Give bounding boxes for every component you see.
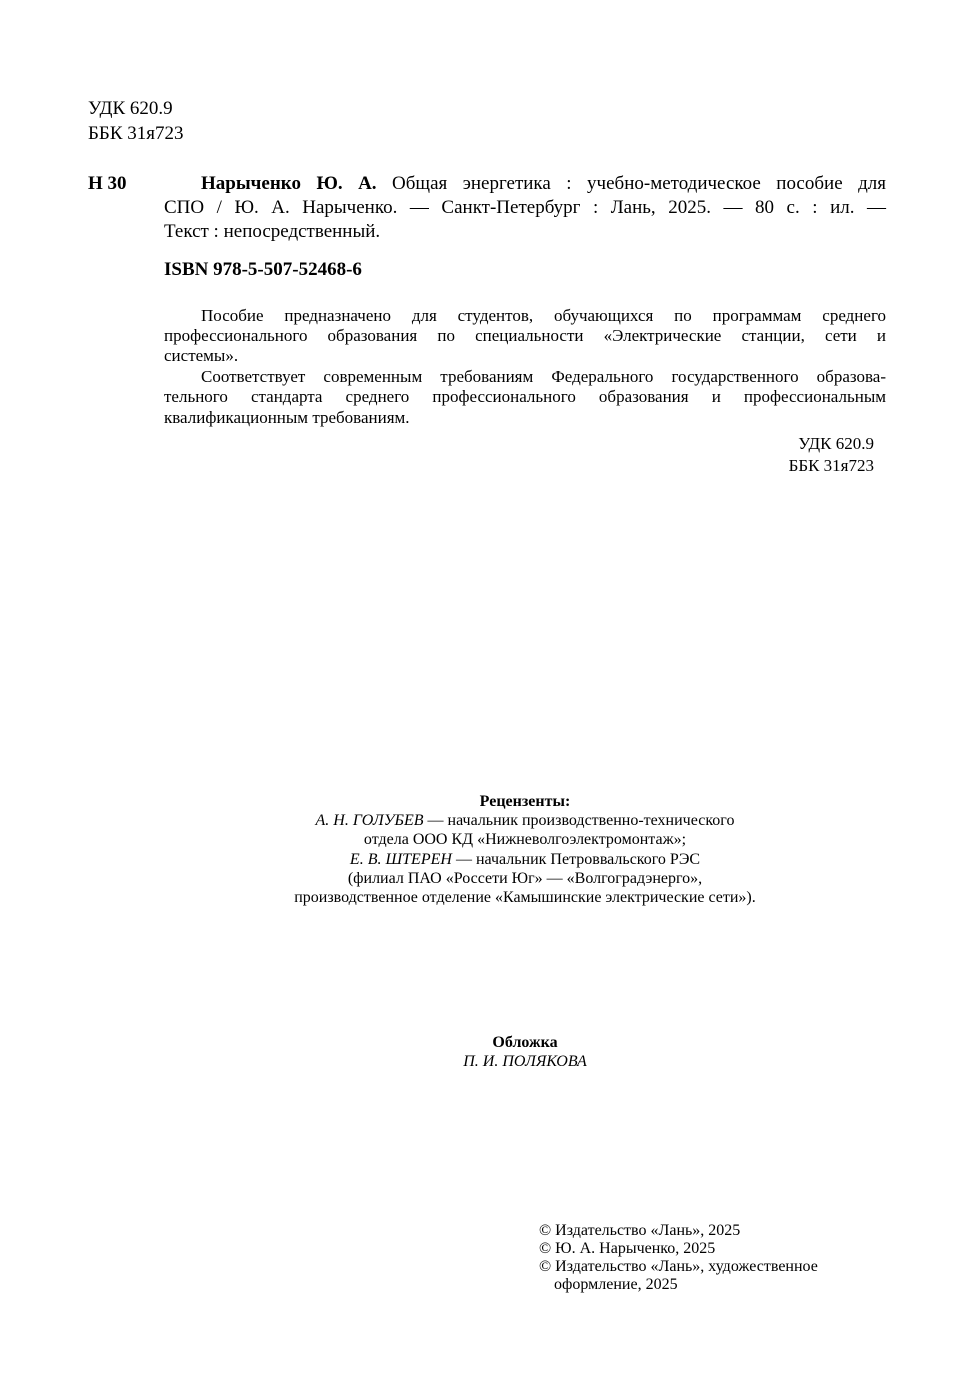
catalog-code: Н 30	[88, 173, 127, 194]
reviewer-2-role: — начальник Петроввальского РЭС	[451, 851, 701, 868]
annotation-p2-line3: квалификационным требованиям.	[164, 408, 410, 427]
udk-code-annotation: УДК 620.9	[798, 434, 874, 453]
annotation-p1-line3: системы».	[164, 346, 239, 365]
copyright-author: © Ю. А. Нарыченко, 2025	[539, 1240, 716, 1257]
reviewer-1-role: — начальник производственно-технического	[423, 812, 735, 829]
udk-code-top: УДК 620.9	[88, 98, 173, 119]
catalog-line-3: Текст : непосредственный.	[164, 221, 381, 242]
reviewer-1-line2: отдела ООО КД «Нижневолгоэлектромонтаж»;	[363, 831, 687, 848]
reviewer-2-line1	[164, 850, 886, 869]
annotation-p1-line1: Пособие предназначено для студентов, обучающихся по программам среднего	[201, 306, 886, 325]
title-text: Общая энергетика : учебно-методическое пособие для	[392, 173, 887, 194]
reviewer-2-line2: (филиал ПАО «Россети Юг» — «Волгоградэнерго»,	[347, 870, 703, 887]
reviewers-heading: Рецензенты:	[479, 793, 571, 810]
reviewer-1-line1	[164, 811, 886, 830]
reviewer-2-line3: производственное отделение «Камышинские электрические сети»).	[294, 889, 756, 906]
copyright-publisher: © Издательство «Лань», 2025	[539, 1222, 741, 1239]
catalog-line-2: СПО / Ю. А. Нарыченко. — Санкт-Петербург : Лань, 2025. — 80 с. : ил. —	[164, 197, 886, 218]
isbn: ISBN 978-5-507-52468-6	[164, 259, 362, 280]
annotation-p1-line2: профессионального образования по специальности «Электрические станции, сети и	[164, 326, 886, 345]
catalog-line-1	[201, 172, 886, 196]
reviewer-2-name: Е. В. ШТЕРЕН	[349, 851, 452, 868]
reviewer-1-name: А. Н. ГОЛУБЕВ	[315, 812, 424, 829]
author-name: Нарыченко Ю. А.	[201, 173, 377, 194]
annotation-p2-line2: тельного стандарта среднего профессионального образования и профессиональным	[164, 387, 886, 406]
copyright-design-cont: оформление, 2025	[554, 1276, 678, 1293]
annotation-p2-line1: Соответствует современным требованиям Федерального государственного образова-	[201, 367, 886, 386]
cover-designer: П. И. ПОЛЯКОВА	[463, 1053, 587, 1070]
bbk-code-top: ББК 31я723	[88, 123, 184, 144]
copyright-design: © Издательство «Лань», художественное	[539, 1258, 818, 1275]
cover-heading: Обложка	[492, 1034, 558, 1051]
bbk-code-annotation: ББК 31я723	[788, 456, 874, 475]
